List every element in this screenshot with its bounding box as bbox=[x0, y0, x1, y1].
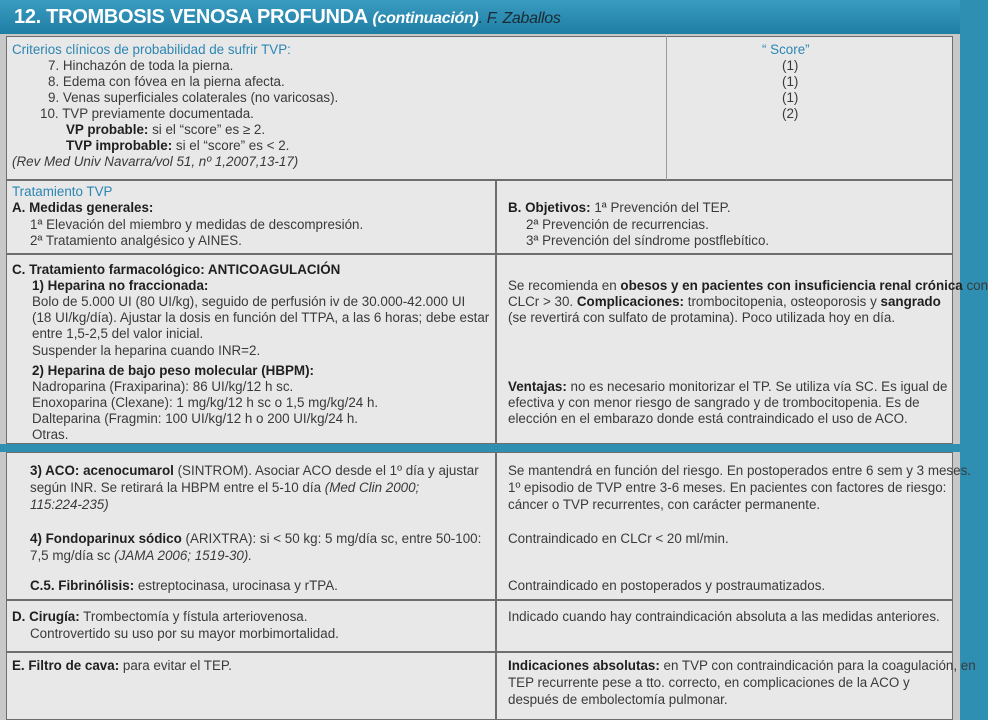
fondo-line: 7,5 mg/día sc (JAMA 2006; 1519-30). bbox=[30, 548, 253, 563]
aco-right-line: Se mantendrá en función del riesgo. En postoperados entre 6 sem y 3 meses. bbox=[508, 463, 971, 478]
C1-line: Bolo de 5.000 UI (80 UI/kg), seguido de perfusión iv de 30.000-42.000 UI bbox=[32, 294, 466, 309]
E-line: E. Filtro de cava: para evitar el TEP. bbox=[12, 658, 232, 673]
C2-line: Dalteparina (Fragmin: 100 UI/kg/12 h o 200 UI/kg/24 h. bbox=[32, 411, 359, 426]
criteria-item-8: 8. Edema con fóvea en la pierna afecta. bbox=[48, 74, 285, 89]
A-line: 1ª Elevación del miembro y medidas de descompresión. bbox=[30, 217, 364, 232]
section-separator bbox=[0, 444, 960, 452]
score-value: (1) bbox=[782, 74, 799, 89]
score-value: (1) bbox=[782, 58, 799, 73]
title-main: 12. TROMBOSIS VENOSA PROFUNDA bbox=[14, 6, 373, 28]
fondo-line: 4) Fondoparinux sódico (ARIXTRA): si < 50 kg: 5 mg/día sc, entre 50-100: bbox=[30, 531, 482, 546]
C2-line: Otras. bbox=[32, 427, 69, 442]
C1-right-line: (se revertirá con sulfato de protamina). Poco utilizada hoy en día. bbox=[508, 310, 896, 325]
D-line: Controvertido su uso por su mayor morbimortalidad. bbox=[30, 626, 339, 641]
C1-line: (18 UI/kg/día). Ajustar la dosis en función del TTPA, a las 6 horas; debe estar bbox=[32, 310, 490, 325]
criteria-reference: (Rev Med Univ Navarra/vol 51, nº 1,2007,13-17) bbox=[12, 154, 299, 169]
page-title bbox=[0, 0, 960, 34]
title-sub: (continuación) bbox=[372, 10, 479, 27]
C-title: C. Tratamiento farmacológico: ANTICOAGULACIÓN bbox=[12, 262, 341, 277]
fibrinolisis-right: Contraindicado en postoperados y postraumatizados. bbox=[508, 578, 826, 593]
score-value: (1) bbox=[782, 90, 799, 105]
score-heading: “ Score” bbox=[762, 42, 810, 57]
E-right-line: TEP recurrente pese a tto. correcto, en complicaciones de la ACO y bbox=[508, 675, 910, 690]
criteria-item-10: 10. TVP previamente documentada. bbox=[40, 106, 254, 121]
C2-line: Enoxoparina (Clexane): 1 mg/kg/12 h sc o 1,5 mg/kg/24 h. bbox=[32, 395, 379, 410]
E-right-line: después de embolectomía pulmonar. bbox=[508, 692, 728, 707]
aco-right-line: cáncer o TVP recurrentes, con carácter permanente. bbox=[508, 497, 821, 512]
criteria-heading: Criterios clínicos de probabilidad de sufrir TVP: bbox=[12, 42, 291, 57]
C1-title: 1) Heparina no fraccionada: bbox=[32, 278, 209, 293]
B-line: 2ª Prevención de recurrencias. bbox=[526, 217, 709, 232]
A-line: 2ª Tratamiento analgésico y AINES. bbox=[30, 233, 242, 248]
C2-right-line: efectiva y con menor riesgo de sangrado y de trombocitopenia. Es de bbox=[508, 395, 920, 410]
B-line: B. Objetivos: 1ª Prevención del TEP. bbox=[508, 200, 731, 215]
C2-line: Nadroparina (Fraxiparina): 86 UI/kg/12 h sc. bbox=[32, 379, 294, 394]
score-value: (2) bbox=[782, 106, 799, 121]
D-right: Indicado cuando hay contraindicación absoluta a las medidas anteriores. bbox=[508, 609, 940, 624]
aco-line: 115:224-235) bbox=[30, 497, 109, 512]
criteria-divider bbox=[666, 36, 667, 180]
E-right-line: Indicaciones absolutas: en TVP con contraindicación para la coagulación, en bbox=[508, 658, 976, 673]
C2-title: 2) Heparina de bajo peso molecular (HBPM): bbox=[32, 363, 315, 378]
title-author: . F. Zaballos bbox=[478, 10, 561, 27]
section-D-right bbox=[496, 600, 953, 652]
D-line: D. Cirugía: Trombectomía y fístula arteriovenosa. bbox=[12, 609, 308, 624]
C1-line: entre 1,5-2,5 del valor inicial. bbox=[32, 326, 204, 341]
C1-line: Suspender la heparina cuando INR=2. bbox=[32, 343, 261, 358]
C1-right-line: CLCr > 30. Complicaciones: trombocitopenia, osteoporosis y sangrado bbox=[508, 294, 941, 309]
improbable-line: TVP improbable: si el “score” es < 2. bbox=[66, 138, 290, 153]
C1-right-line: Se recomienda en obesos y en pacientes con insuficiencia renal crónica con bbox=[508, 278, 988, 293]
aco-line: según INR. Se retirará la HBPM entre el 5-10 día (Med Clin 2000; bbox=[30, 480, 420, 495]
C2-right-line: Ventajas: no es necesario monitorizar el TP. Se utiliza vía SC. Es igual de bbox=[508, 379, 948, 394]
criteria-item-7: 7. Hinchazón de toda la pierna. bbox=[48, 58, 234, 73]
aco-right-line: 1º episodio de TVP entre 3-6 meses. En pacientes con factores de riesgo: bbox=[508, 480, 947, 495]
probable-line: VP probable: si el “score” es ≥ 2. bbox=[66, 122, 266, 137]
A-title: A. Medidas generales: bbox=[12, 200, 154, 215]
fibrinolisis-line: C.5. Fibrinólisis: estreptocinasa, urocinasa y rTPA. bbox=[30, 578, 338, 593]
B-line: 3ª Prevención del síndrome postflebítico. bbox=[526, 233, 770, 248]
C2-right-line: elección en el embarazo donde está contraindicado el uso de ACO. bbox=[508, 411, 908, 426]
aco-line: 3) ACO: acenocumarol (SINTROM). Asociar ACO desde el 1º día y ajustar bbox=[30, 463, 479, 478]
fondo-right: Contraindicado en CLCr < 20 ml/min. bbox=[508, 531, 729, 546]
criteria-item-9: 9. Venas superficiales colaterales (no varicosas). bbox=[48, 90, 339, 105]
treatment-heading: Tratamiento TVP bbox=[12, 184, 113, 199]
